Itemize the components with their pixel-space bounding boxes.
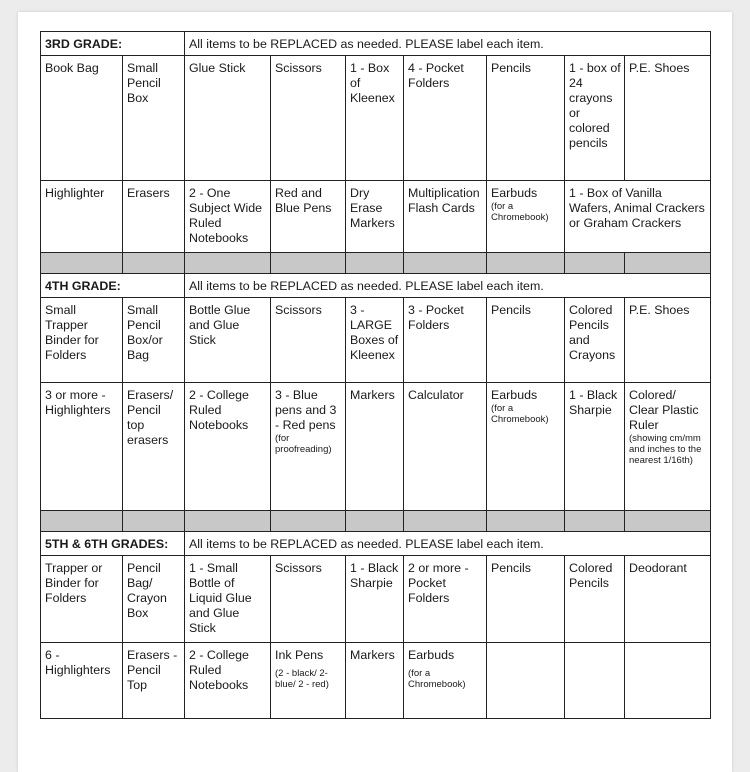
supply-cell [625,383,711,511]
supply-cell: Highlighter [41,181,123,253]
section-header-row [41,532,711,556]
supply-cell: Calculator [404,383,487,511]
supply-cell: Deodorant [625,556,711,643]
supply-cell: 1 - Black Sharpie [346,556,404,643]
supply-row [41,556,711,643]
section-header-row [41,32,711,56]
supply-note: (for proofreading) [275,433,332,455]
supply-item: 3 - Blue pens and 3 - Red pens [275,388,337,432]
supply-cell: 2 - College Ruled Notebooks [185,643,271,719]
supply-cell: 3 - LARGE Boxes of Kleenex [346,298,404,383]
supply-cell: Erasers [123,181,185,253]
supply-cell: 1 - Box of Kleenex [346,56,404,181]
supply-cell: Dry Erase Markers [346,181,404,253]
supply-cell: 6 - Highlighters [41,643,123,719]
supply-cell: 1 - box of 24 crayons or colored pencils [565,56,625,181]
supply-cell: Small Trapper Binder for Folders [41,298,123,383]
supply-note: (2 - black/ 2- blue/ 2 - red) [275,668,329,690]
supply-cell: Scissors [271,298,346,383]
grade-label: 5TH & 6TH GRADES: [41,532,185,556]
supply-cell: Small Pencil Box/or Bag [123,298,185,383]
supply-cell: P.E. Shoes [625,56,711,181]
supply-note: (showing cm/mm and inches to the nearest 1/16th) [629,433,702,466]
supply-cell: Bottle Glue and Glue Stick [185,298,271,383]
supply-cell [271,643,346,719]
supply-cell: Red and Blue Pens [271,181,346,253]
supply-cell: Scissors [271,56,346,181]
supply-item: Earbuds [408,648,455,662]
supply-item: Colored/ Clear Plastic Ruler [629,388,699,432]
supply-item: Earbuds [491,388,538,402]
supply-cell [271,383,346,511]
separator-row [41,511,711,532]
supply-cell: Pencils [487,556,565,643]
supply-row [41,181,711,253]
section-note: All items to be REPLACED as needed. PLEASE label each item. [185,274,711,298]
empty-cell [487,643,565,719]
supply-cell: Colored Pencils [565,556,625,643]
supply-cell: Multiplication Flash Cards [404,181,487,253]
supply-cell: Markers [346,383,404,511]
supply-cell: 4 - Pocket Folders [404,56,487,181]
supply-cell [487,383,565,511]
supply-row [41,643,711,719]
supply-cell: 1 - Small Bottle of Liquid Glue and Glue Stick [185,556,271,643]
supply-note: (for a Chromebook) [491,201,549,223]
empty-cell [625,643,711,719]
supply-cell: Markers [346,643,404,719]
supply-cell: Pencils [487,56,565,181]
supply-cell: Erasers/ Pencil top erasers [123,383,185,511]
supply-row [41,56,711,181]
supply-cell: Colored Pencils and Crayons [565,298,625,383]
supply-row [41,298,711,383]
supply-cell [404,643,487,719]
supply-cell: 1 - Black Sharpie [565,383,625,511]
separator-row [41,253,711,274]
grade-label: 4TH GRADE: [41,274,185,298]
supply-cell: Pencil Bag/ Crayon Box [123,556,185,643]
supply-cell: Glue Stick [185,56,271,181]
supply-cell: 2 - College Ruled Notebooks [185,383,271,511]
grade-label: 3RD GRADE: [41,32,185,56]
document-page [18,12,732,772]
supply-cell: Pencils [487,298,565,383]
supply-note: (for a Chromebook) [408,668,466,690]
supply-cell: 2 - One Subject Wide Ruled Notebooks [185,181,271,253]
supply-cell: Small Pencil Box [123,56,185,181]
supply-cell: 3 or more - Highlighters [41,383,123,511]
section-note: All items to be REPLACED as needed. PLEASE label each item. [185,532,711,556]
supply-cell: 3 - Pocket Folders [404,298,487,383]
supply-list-table [40,31,711,719]
supply-cell: 1 - Box of Vanilla Wafers, Animal Crackers or Graham Crackers [565,181,711,253]
section-header-row [41,274,711,298]
supply-cell: Erasers - Pencil Top [123,643,185,719]
supply-item: Ink Pens [275,648,324,662]
supply-item: Earbuds [491,186,538,200]
empty-cell [565,643,625,719]
supply-note: (for a Chromebook) [491,403,549,425]
supply-cell: P.E. Shoes [625,298,711,383]
supply-cell: Trapper or Binder for Folders [41,556,123,643]
supply-cell: 2 or more - Pocket Folders [404,556,487,643]
supply-cell [487,181,565,253]
section-note: All items to be REPLACED as needed. PLEASE label each item. [185,32,711,56]
supply-cell: Book Bag [41,56,123,181]
supply-row [41,383,711,511]
supply-cell: Scissors [271,556,346,643]
